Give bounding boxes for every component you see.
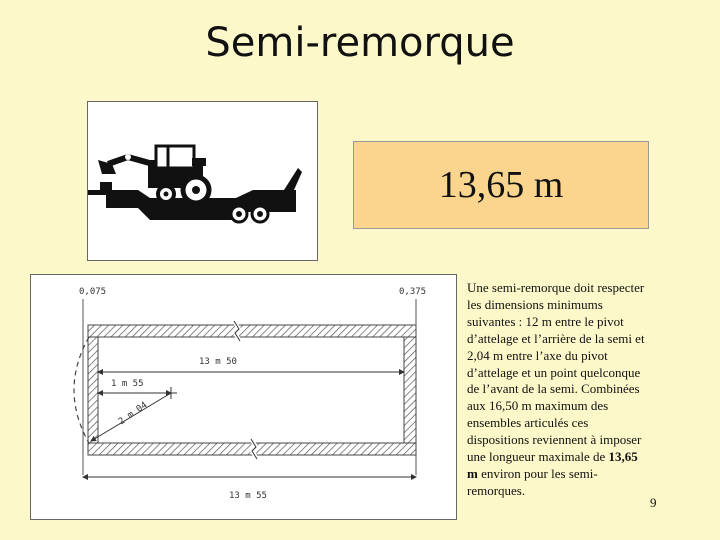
- description-paragraph: [467, 280, 647, 500]
- semi-trailer-with-excavator-icon: [88, 102, 319, 262]
- description-bold-length: 13,65 m: [467, 449, 638, 481]
- description-text-start: Une semi-remorque doit respecter les dimensions minimums suivantes : 12 m entre le pivot d’attelage et l’arrière de la semi et 2,04 m entre l’axe du pivot d’attelage et un point quelconque de l’avant de la semi. Combinées aux 16,50 m maximum des ensembles articulés ces dispositions reviennent à imposer une longueur maximale de: [467, 280, 645, 465]
- length-value: 13,65 m: [438, 164, 564, 206]
- trailer-dimension-drawing: [31, 275, 458, 521]
- label-pivot-radius: 2 m 04: [117, 400, 150, 428]
- label-inner-length: 13 m 50: [199, 357, 237, 367]
- length-value-box: [353, 141, 649, 229]
- semi-trailer-illustration: [87, 101, 318, 261]
- label-pivot-depth: 1 m 55: [111, 379, 144, 389]
- label-left-offset: 0,075: [79, 287, 107, 297]
- page-number: 9: [650, 495, 657, 510]
- description-text-end: environ pour les semi-remorques.: [467, 465, 598, 498]
- slide-title: Semi-remorque: [205, 20, 515, 66]
- label-right-offset: 0,375: [399, 287, 427, 297]
- label-total-length: 13 m 55: [229, 491, 267, 501]
- dimension-diagram: [30, 274, 457, 520]
